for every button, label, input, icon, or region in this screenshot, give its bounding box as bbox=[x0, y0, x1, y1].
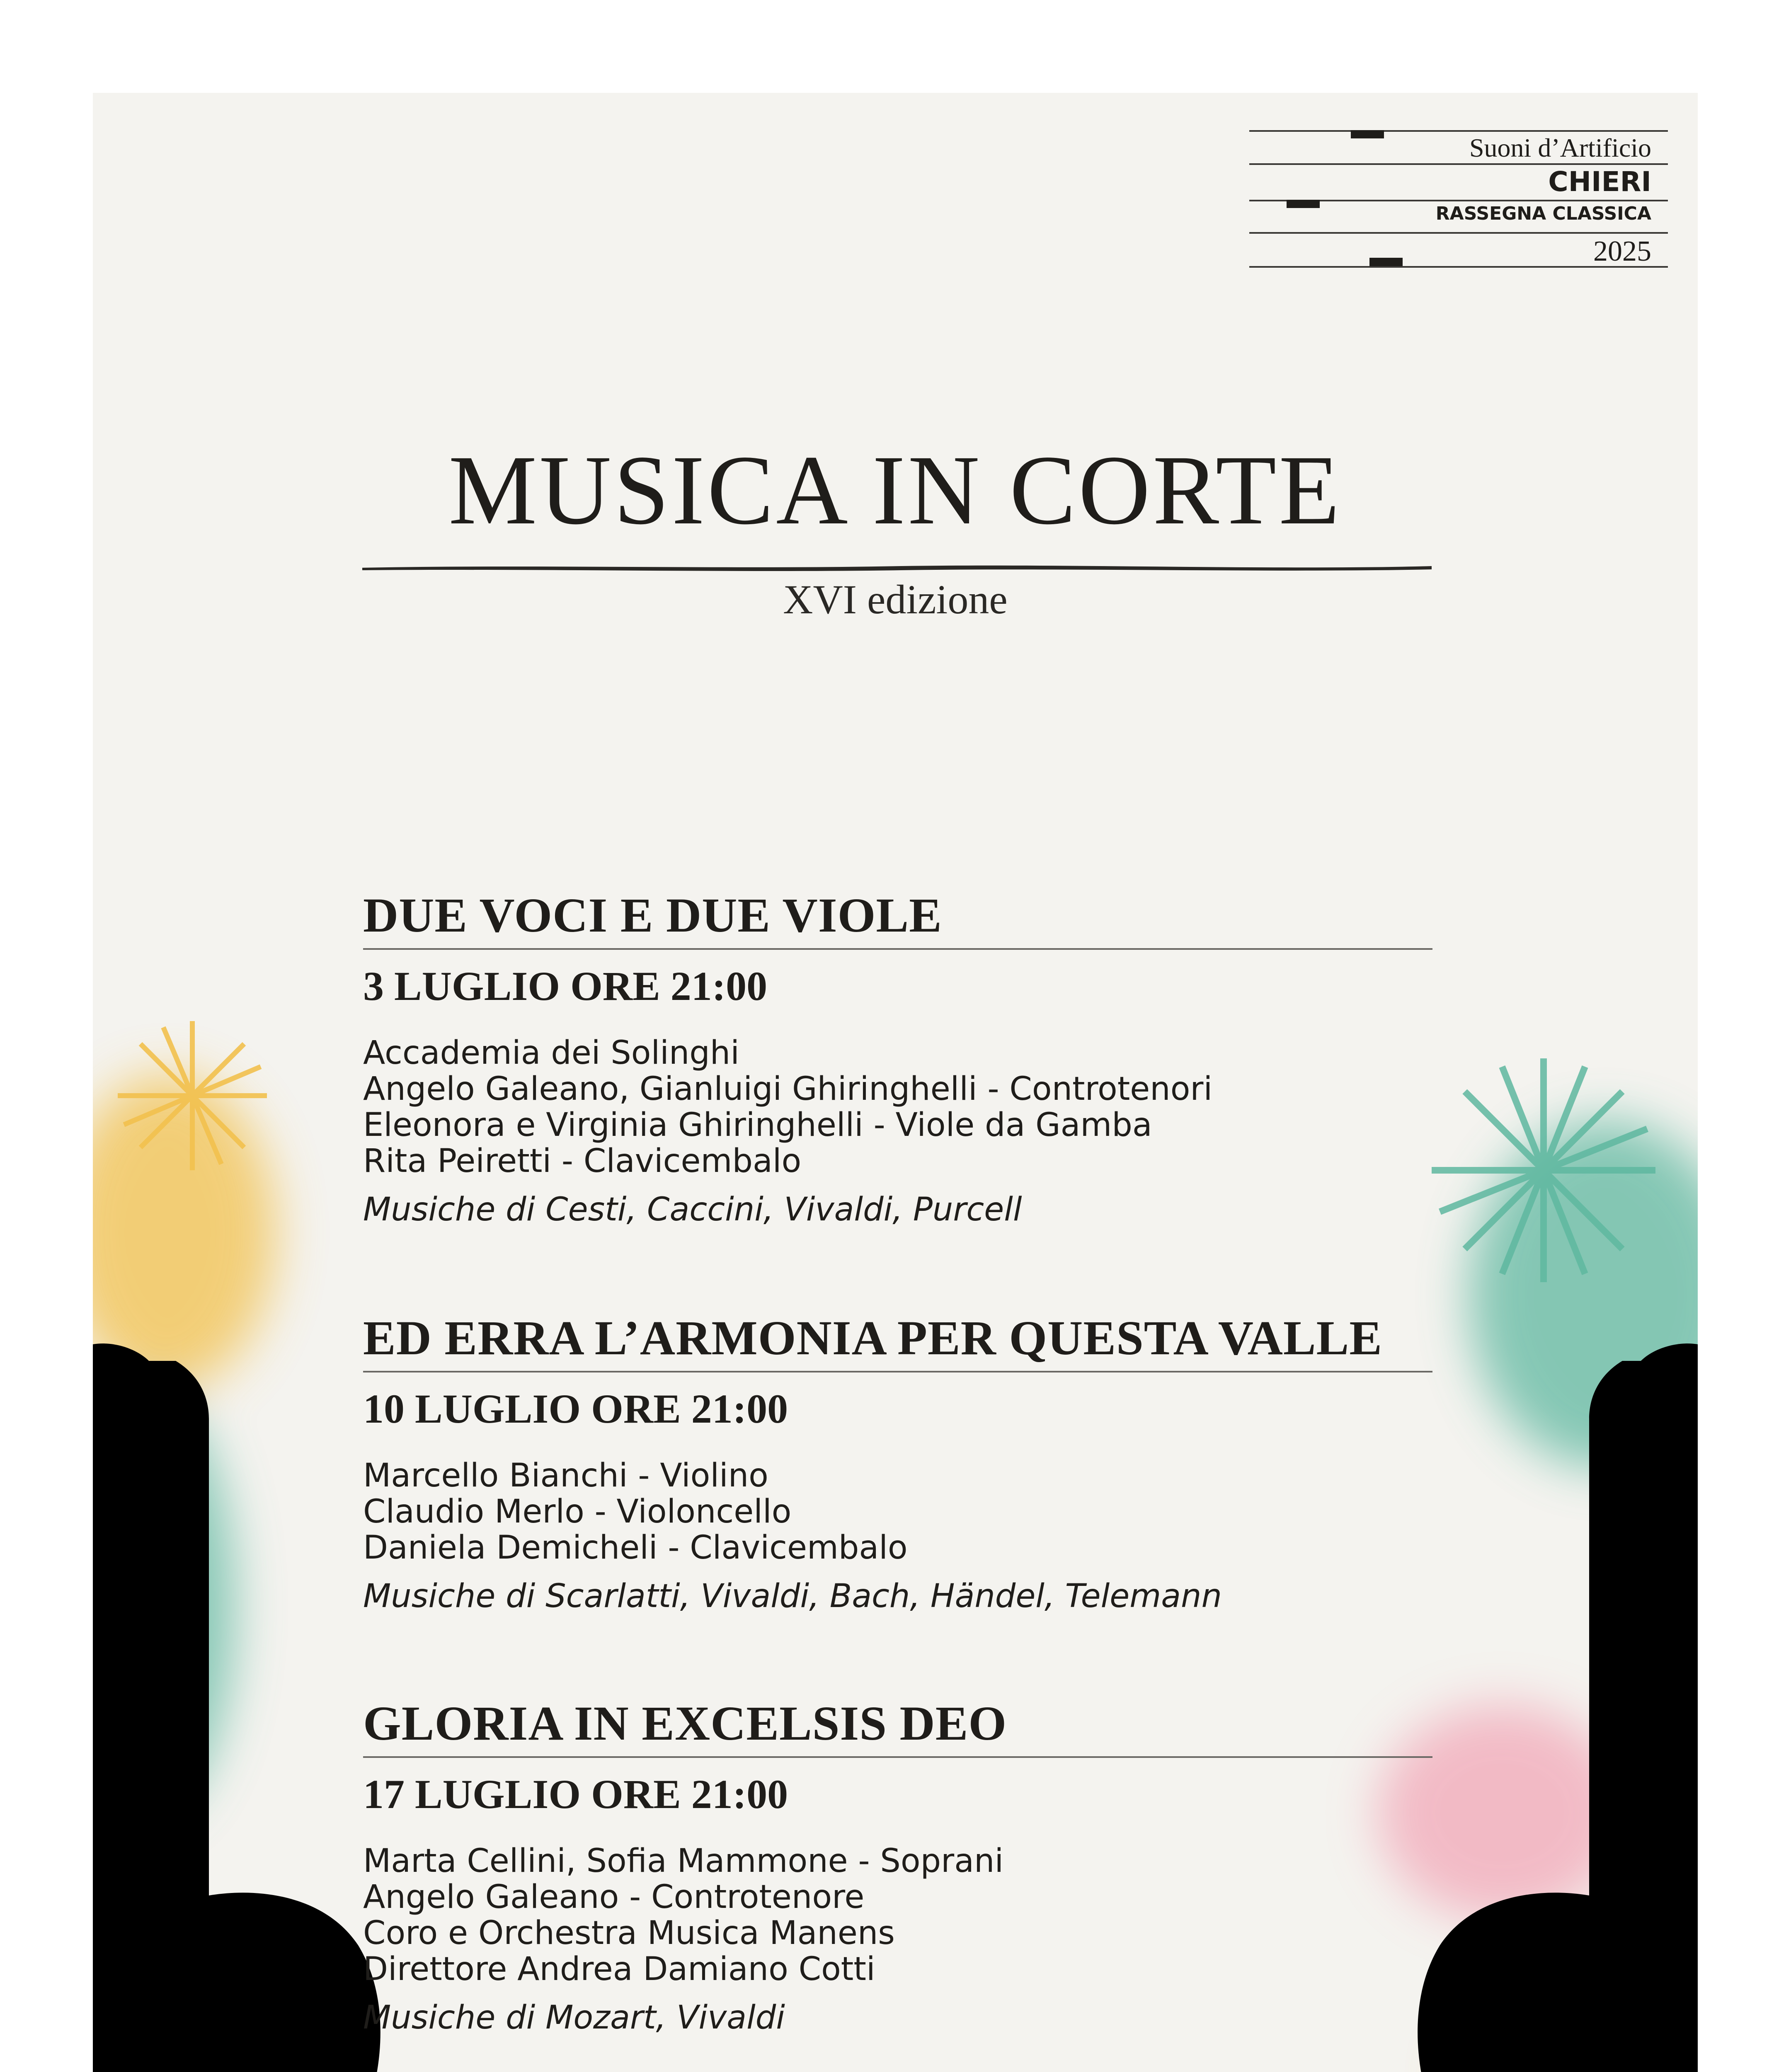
poster-title: MUSICA IN CORTE bbox=[448, 435, 1342, 545]
badge-line4: 2025 bbox=[1593, 235, 1651, 267]
performer-line: Daniela Demicheli - Clavicembalo bbox=[363, 1529, 908, 1566]
concert-program: Musiche di Mozart, Vivaldi bbox=[363, 1999, 785, 2036]
performer-line: Direttore Andrea Damiano Cotti bbox=[363, 1951, 875, 1988]
performer-line: Marcello Bianchi - Violino bbox=[363, 1457, 768, 1494]
badge-line3: RASSEGNA CLASSICA bbox=[1435, 203, 1651, 224]
concert-2 bbox=[363, 1307, 1432, 1615]
performer-line: Rita Peiretti - Clavicembalo bbox=[363, 1143, 802, 1180]
performer-line: Angelo Galeano - Controtenore bbox=[363, 1878, 865, 1916]
performer-line: Marta Cellini, Sofia Mammone - Soprani bbox=[363, 1842, 1004, 1880]
performer-line: Angelo Galeano, Gianluigi Ghiringhelli - Controtenori bbox=[363, 1070, 1213, 1108]
concert-1 bbox=[363, 884, 1432, 1228]
concert-date: 3 LUGLIO ORE 21:00 bbox=[363, 963, 768, 1009]
performer-line: Eleonora e Virginia Ghiringhelli - Viole da Gamba bbox=[363, 1106, 1152, 1144]
concert-divider bbox=[363, 1756, 1432, 1758]
concert-divider bbox=[363, 948, 1432, 950]
concert-title: GLORIA IN EXCELSIS DEO bbox=[363, 1696, 1007, 1750]
performer-line: Claudio Merlo - Violoncello bbox=[363, 1493, 792, 1530]
concert-3 bbox=[363, 1692, 1432, 2036]
badge-line1: Suoni d’Artificio bbox=[1469, 133, 1651, 162]
title-brush-underline bbox=[362, 561, 1432, 574]
firework-teal bbox=[1432, 1058, 1655, 1282]
concert-program: Musiche di Scarlatti, Vivaldi, Bach, Händel, Telemann bbox=[363, 1578, 1222, 1615]
edition-label: XVI edizione bbox=[783, 576, 1008, 622]
concert-title: ED ERRA L’ARMONIA PER QUESTA VALLE bbox=[363, 1311, 1383, 1365]
performer-line: Coro e Orchestra Musica Manens bbox=[363, 1915, 895, 1952]
concert-performers bbox=[363, 1843, 1432, 1987]
poster bbox=[93, 93, 1698, 2072]
concert-performers bbox=[363, 1035, 1432, 1179]
badge-line2: CHIERI bbox=[1548, 166, 1651, 198]
concert-date: 17 LUGLIO ORE 21:00 bbox=[363, 1771, 788, 1817]
performer-line: Accademia dei Solinghi bbox=[363, 1034, 739, 1072]
concert-title: DUE VOCI E DUE VIOLE bbox=[363, 888, 942, 942]
concert-performers bbox=[363, 1458, 1432, 1566]
concert-date: 10 LUGLIO ORE 21:00 bbox=[363, 1386, 788, 1432]
concert-program: Musiche di Cesti, Caccini, Vivaldi, Purcell bbox=[363, 1191, 1022, 1228]
concert-divider bbox=[363, 1371, 1432, 1372]
